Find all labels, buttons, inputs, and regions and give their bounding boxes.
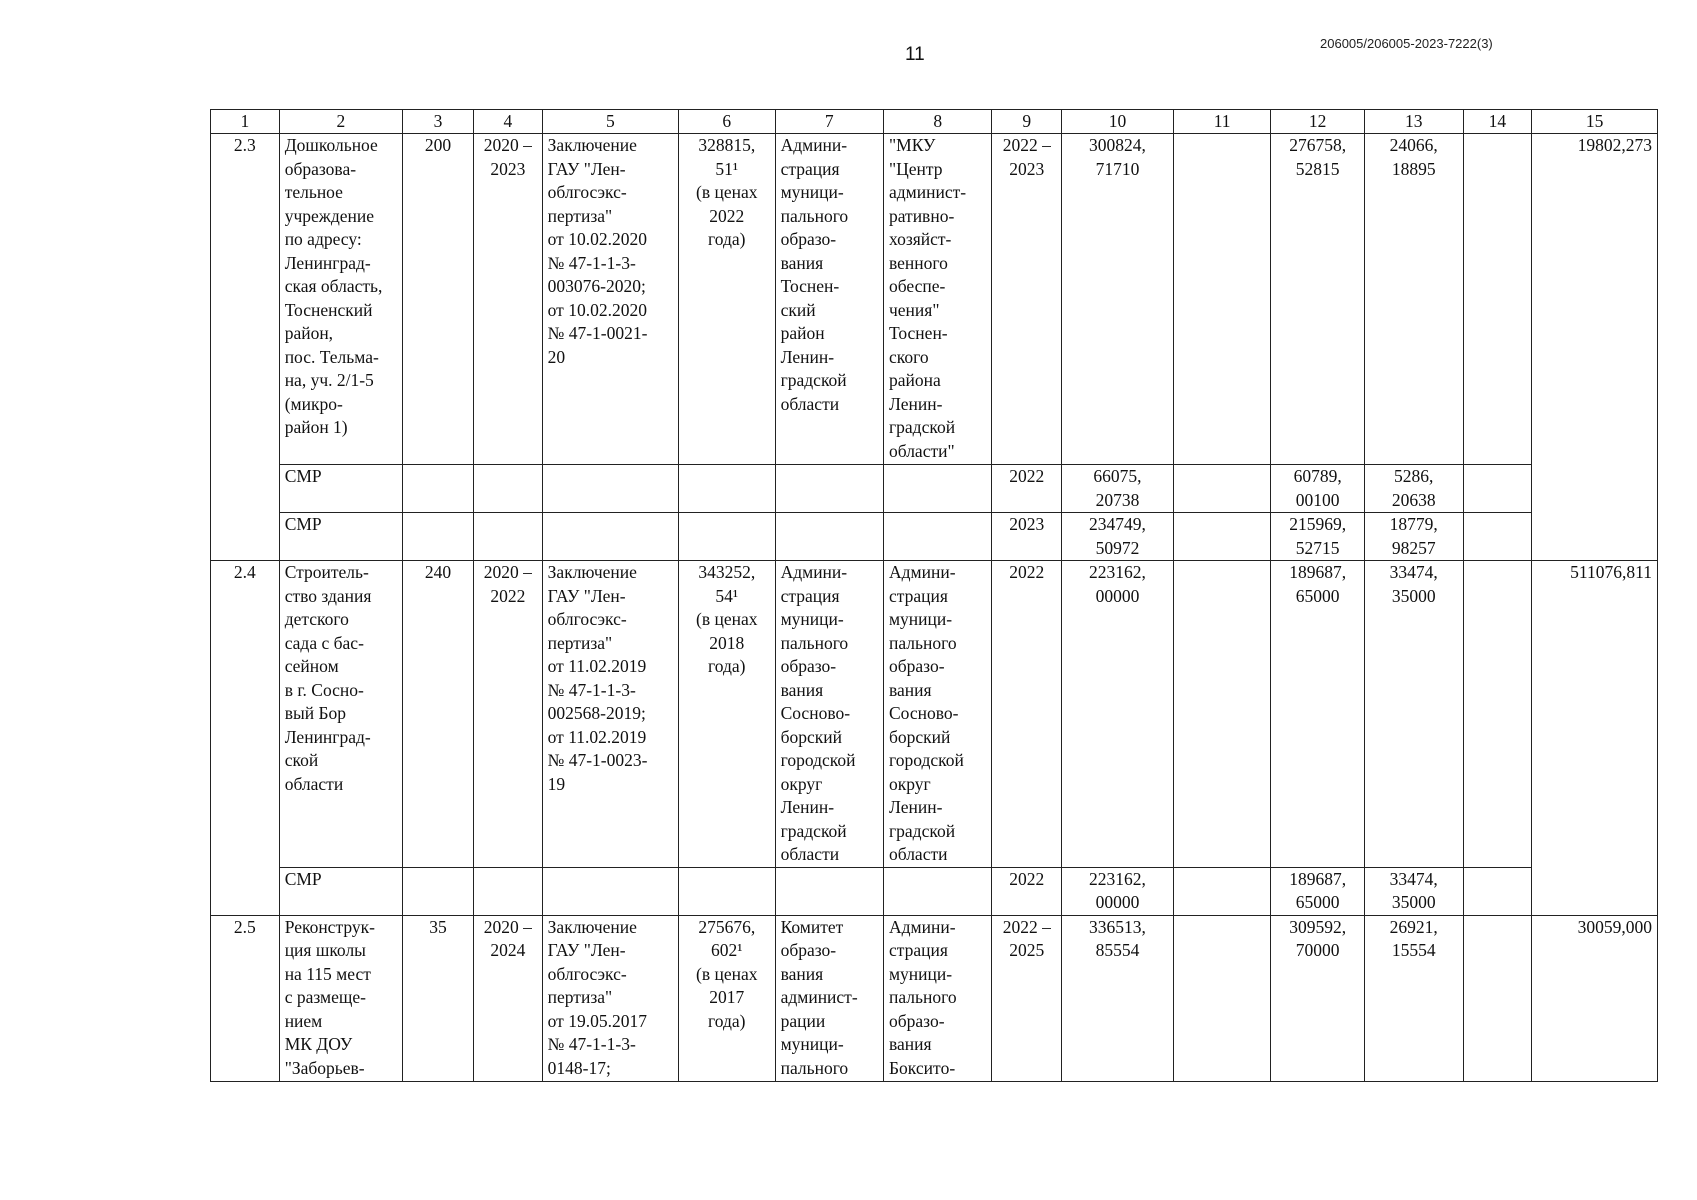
- table-cell-col2: СМР: [279, 867, 402, 915]
- table-cell-col8: [883, 465, 991, 513]
- table-cell-col1: 2.3: [211, 134, 280, 561]
- table-cell-col11: [1173, 561, 1271, 868]
- table-cell-col3: [403, 513, 474, 561]
- document-number: 206005/206005-2023-7222(3): [1320, 36, 1493, 51]
- table-cell-col10: 223162, 00000: [1062, 867, 1174, 915]
- table-cell-col9: 2022 – 2023: [992, 134, 1062, 465]
- table-cell-col4: 2020 – 2024: [473, 915, 542, 1081]
- table-cell-col12: 276758, 52815: [1271, 134, 1364, 465]
- table-cell-col7: Админи- страция муници- пального образо- вания Тоснен- ский район Ленин- градской области: [775, 134, 883, 465]
- table-cell-col15: 511076,811: [1532, 561, 1658, 916]
- table-cell-col5: [542, 867, 678, 915]
- table-cell-col14: [1463, 561, 1532, 868]
- column-header: 5: [542, 110, 678, 134]
- table-cell-col5: [542, 465, 678, 513]
- column-header: 14: [1463, 110, 1532, 134]
- table-cell-col14: [1463, 465, 1532, 513]
- table-cell-col13: 5286, 20638: [1364, 465, 1463, 513]
- table-cell-col9: 2023: [992, 513, 1062, 561]
- column-header: 2: [279, 110, 402, 134]
- column-header: 6: [678, 110, 775, 134]
- table-cell-col12: 60789, 00100: [1271, 465, 1364, 513]
- table-cell-col10: 300824, 71710: [1062, 134, 1174, 465]
- table-cell-col5: Заключение ГАУ "Лен- облгосэкс- пертиза" от 19.05.2017 № 47-1-1-3- 0148-17;: [542, 915, 678, 1081]
- table-cell-col11: [1173, 465, 1271, 513]
- table-cell-col14: [1463, 513, 1532, 561]
- table-cell-col3: 200: [403, 134, 474, 465]
- column-header: 12: [1271, 110, 1364, 134]
- table-cell-col9: 2022 – 2025: [992, 915, 1062, 1081]
- header-row: [211, 110, 1658, 134]
- table-cell-col11: [1173, 867, 1271, 915]
- table-cell-col8: "МКУ "Центр админист- ративно- хозяйст- венного обеспе- чения" Тоснен- ского района Ленин- градской области": [883, 134, 991, 465]
- table-cell-col4: [473, 513, 542, 561]
- table-cell-col12: 215969, 52715: [1271, 513, 1364, 561]
- table-cell-col9: 2022: [992, 867, 1062, 915]
- table-cell-col13: 33474, 35000: [1364, 867, 1463, 915]
- table-cell-col3: 240: [403, 561, 474, 868]
- table-cell-col6: [678, 465, 775, 513]
- table-cell-col5: Заключение ГАУ "Лен- облгосэкс- пертиза" от 11.02.2019 № 47-1-1-3- 002568-2019; от 11.02.2019 № 47-1-0023- 19: [542, 561, 678, 868]
- table-cell-col2: СМР: [279, 513, 402, 561]
- table-row: [211, 134, 1658, 465]
- table-cell-col13: 24066, 18895: [1364, 134, 1463, 465]
- table-cell-col3: [403, 867, 474, 915]
- column-header: 15: [1532, 110, 1658, 134]
- table-cell-col15: 19802,273: [1532, 134, 1658, 561]
- table-cell-col13: 26921, 15554: [1364, 915, 1463, 1081]
- table-cell-col8: [883, 513, 991, 561]
- table-cell-col1: 2.5: [211, 915, 280, 1081]
- table-cell-col8: Админи- страция муници- пального образо- вания Сосново- борский городской округ Ленин- градской области: [883, 561, 991, 868]
- table-cell-col12: 189687, 65000: [1271, 867, 1364, 915]
- column-header: 1: [211, 110, 280, 134]
- table-cell-col2: СМР: [279, 465, 402, 513]
- table-cell-col6: [678, 867, 775, 915]
- table-cell-col5: Заключение ГАУ "Лен- облгосэкс- пертиза" от 10.02.2020 № 47-1-1-3- 003076-2020; от 10.02.2020 № 47-1-0021- 20: [542, 134, 678, 465]
- table-cell-col2: Реконструк- ция школы на 115 мест с размеще- нием МК ДОУ "Заборьев-: [279, 915, 402, 1081]
- table-cell-col7: Админи- страция муници- пального образо- вания Сосново- борский городской округ Ленин- градской области: [775, 561, 883, 868]
- table-cell-col10: 234749, 50972: [1062, 513, 1174, 561]
- table-subrow: [211, 867, 1658, 915]
- table-cell-col3: 35: [403, 915, 474, 1081]
- column-header: 3: [403, 110, 474, 134]
- table-cell-col13: 33474, 35000: [1364, 561, 1463, 868]
- column-header: 8: [883, 110, 991, 134]
- table-cell-col2: Дошкольное образова- тельное учреждение по адресу: Ленинград- ская область, Тосненский район, пос. Тельма- на, уч. 2/1-5 (микро- район 1): [279, 134, 402, 465]
- table-cell-col14: [1463, 867, 1532, 915]
- table-cell-col1: 2.4: [211, 561, 280, 916]
- table-cell-col9: 2022: [992, 561, 1062, 868]
- column-header: 10: [1062, 110, 1174, 134]
- registry-table: [210, 109, 1658, 1082]
- table-cell-col11: [1173, 134, 1271, 465]
- table-row: [211, 915, 1658, 1081]
- table-cell-col14: [1463, 134, 1532, 465]
- table-row: [211, 561, 1658, 868]
- table-body: [211, 110, 1658, 1082]
- table-cell-col7: [775, 867, 883, 915]
- table-cell-col12: 309592, 70000: [1271, 915, 1364, 1081]
- column-header: 4: [473, 110, 542, 134]
- table-cell-col10: 66075, 20738: [1062, 465, 1174, 513]
- table-cell-col6: 328815, 51¹ (в ценах 2022 года): [678, 134, 775, 465]
- table-cell-col8: [883, 867, 991, 915]
- table-cell-col14: [1463, 915, 1532, 1081]
- table-subrow: [211, 513, 1658, 561]
- table-cell-col4: 2020 – 2023: [473, 134, 542, 465]
- table-cell-col4: 2020 – 2022: [473, 561, 542, 868]
- table-cell-col13: 18779, 98257: [1364, 513, 1463, 561]
- table-cell-col6: 275676, 602¹ (в ценах 2017 года): [678, 915, 775, 1081]
- table-cell-col7: [775, 513, 883, 561]
- table-cell-col10: 336513, 85554: [1062, 915, 1174, 1081]
- table-cell-col8: Админи- страция муници- пального образо- вания Бокситo-: [883, 915, 991, 1081]
- table-cell-col6: [678, 513, 775, 561]
- column-header: 7: [775, 110, 883, 134]
- table-cell-col10: 223162, 00000: [1062, 561, 1174, 868]
- table-cell-col11: [1173, 915, 1271, 1081]
- column-header: 13: [1364, 110, 1463, 134]
- table-cell-col2: Строитель- ство здания детского сада с бас- сейном в г. Сосно- вый Бор Ленинград- ской области: [279, 561, 402, 868]
- column-header: 11: [1173, 110, 1271, 134]
- table-cell-col7: Комитет образо- вания админист- рации муници- пального: [775, 915, 883, 1081]
- table-cell-col12: 189687, 65000: [1271, 561, 1364, 868]
- table-cell-col4: [473, 465, 542, 513]
- table-subrow: [211, 465, 1658, 513]
- table-cell-col15: 30059,000: [1532, 915, 1658, 1081]
- table-cell-col5: [542, 513, 678, 561]
- table-cell-col3: [403, 465, 474, 513]
- table-cell-col7: [775, 465, 883, 513]
- column-header: 9: [992, 110, 1062, 134]
- page-number: 11: [905, 44, 925, 65]
- table-cell-col9: 2022: [992, 465, 1062, 513]
- table-cell-col11: [1173, 513, 1271, 561]
- table-cell-col6: 343252, 54¹ (в ценах 2018 года): [678, 561, 775, 868]
- table-cell-col4: [473, 867, 542, 915]
